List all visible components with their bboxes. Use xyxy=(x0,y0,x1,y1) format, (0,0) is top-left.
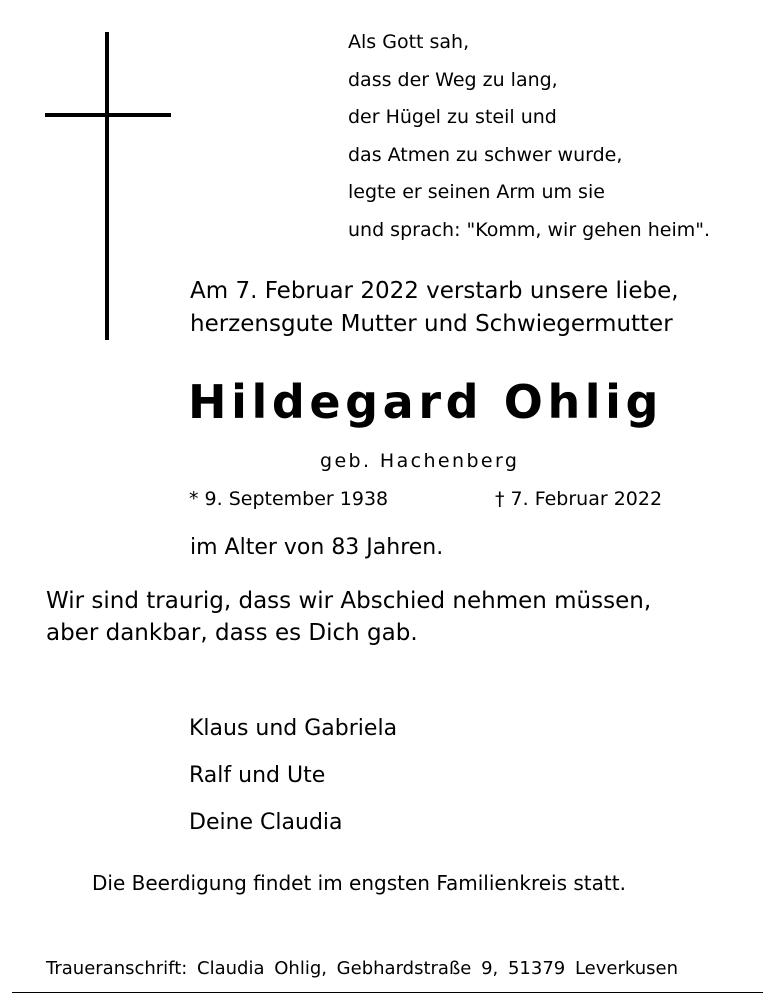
cross-horizontal-bar xyxy=(45,113,171,117)
farewell-message xyxy=(46,585,651,649)
poem-line: legte er seinen Arm um sie xyxy=(348,181,605,203)
mourning-address: Traueranschrift: Claudia Ohlig, Gebhardstraße 9, 51379 Leverkusen xyxy=(46,958,679,979)
cross-vertical-bar xyxy=(105,32,109,340)
poem-line: und sprach: "Komm, wir gehen heim". xyxy=(348,218,711,241)
deceased-name: Hildegard Ohlig xyxy=(188,375,664,429)
poem xyxy=(348,24,710,249)
farewell-line: Wir sind traurig, dass wir Abschied nehmen müssen, xyxy=(46,588,652,614)
announcement-line: Am 7. Februar 2022 verstarb unsere liebe, xyxy=(190,278,679,304)
death-announcement xyxy=(190,275,679,341)
bottom-border xyxy=(12,992,763,993)
maiden-name: geb. Hachenberg xyxy=(320,450,520,472)
poem-line: das Atmen zu schwer wurde, xyxy=(348,143,623,166)
poem-line: der Hügel zu steil und xyxy=(348,106,557,128)
mourner: Ralf und Ute xyxy=(189,763,326,788)
age-at-death: im Alter von 83 Jahren. xyxy=(190,535,444,560)
funeral-note: Die Beerdigung findet im engsten Familienkreis statt. xyxy=(92,871,626,895)
mourner: Deine Claudia xyxy=(189,810,343,835)
announcement-line: herzensgute Mutter und Schwiegermutter xyxy=(190,311,673,337)
mourners-list xyxy=(189,705,397,846)
birth-date: * 9. September 1938 xyxy=(189,488,389,510)
farewell-line: aber dankbar, dass es Dich gab. xyxy=(46,620,418,646)
mourner: Klaus und Gabriela xyxy=(189,716,398,741)
poem-line: Als Gott sah, xyxy=(348,31,470,53)
poem-line: dass der Weg zu lang, xyxy=(348,68,558,91)
death-date: † 7. Februar 2022 xyxy=(495,488,663,510)
